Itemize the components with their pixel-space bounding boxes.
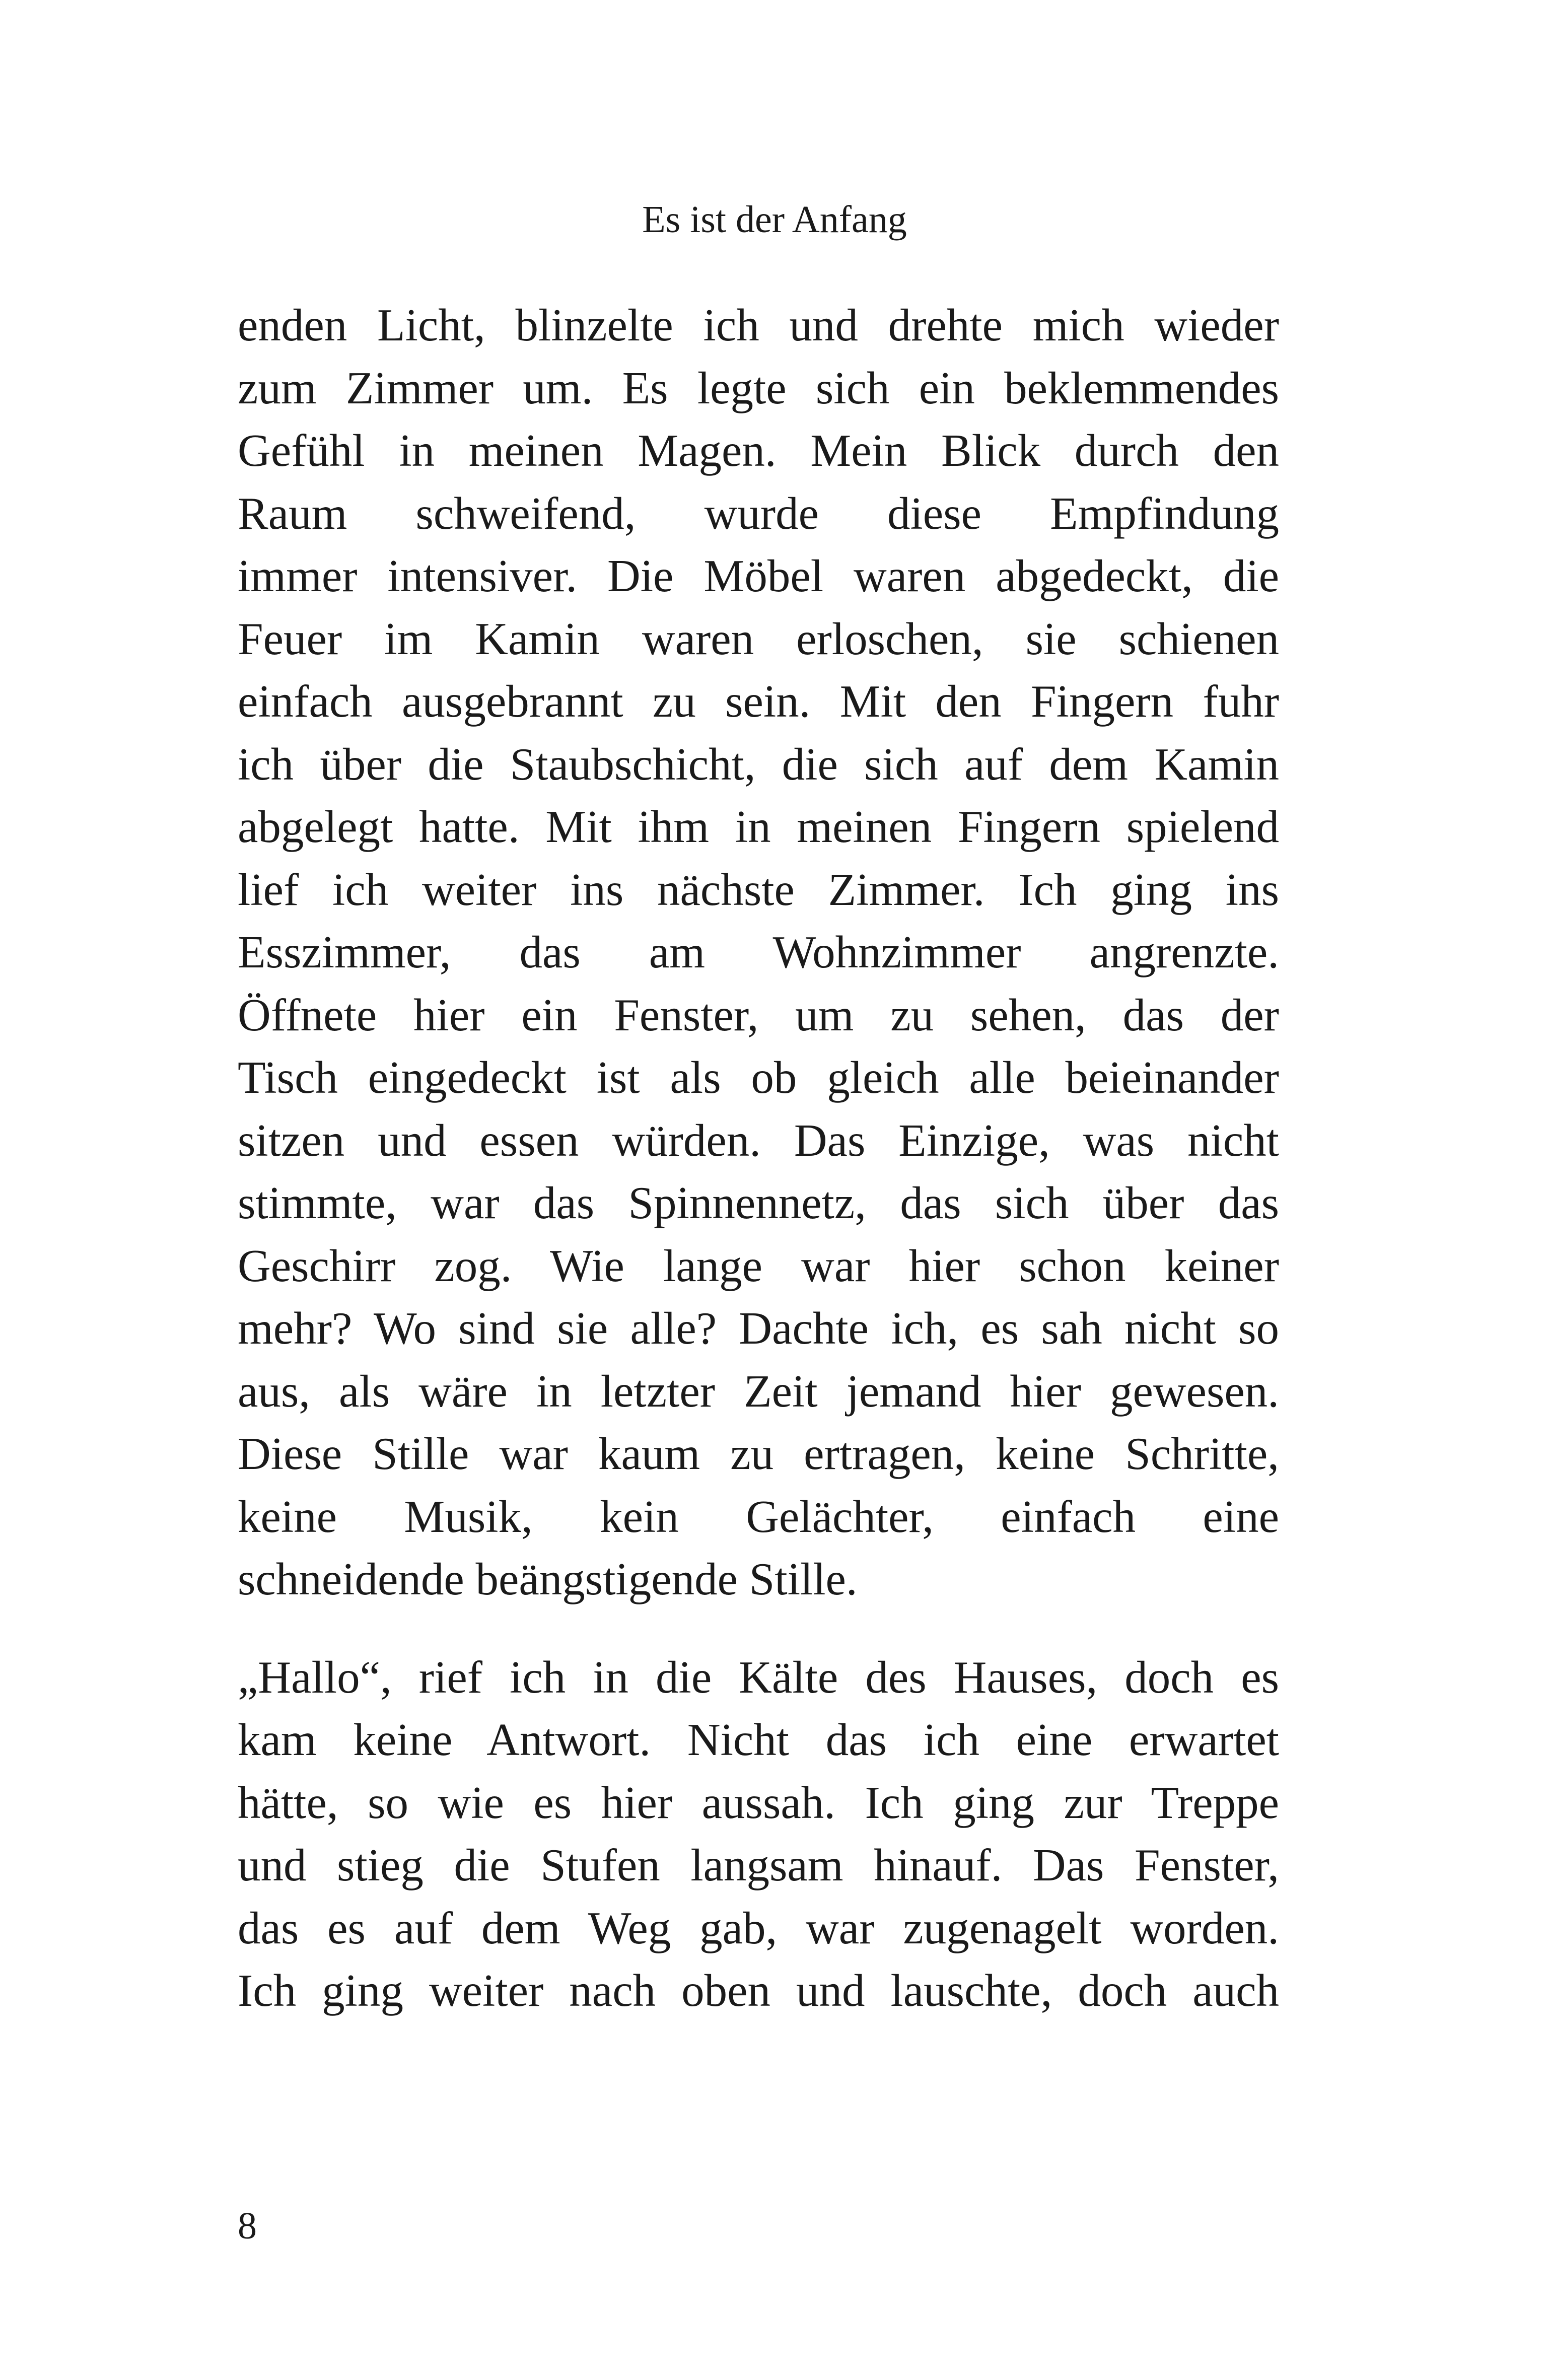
text-line: Raum schweifend, wurde diese Empfindung [238,487,1279,539]
text-line: Geschirr zog. Wie lange war hier schon keiner [238,1240,1279,1291]
text-line: zum Zimmer um. Es legte sich ein beklemmendes [238,362,1279,413]
text-line: hätte, so wie es hier aussah. Ich ging zur Treppe [238,1777,1279,1828]
text-line: das es auf dem Weg gab, war zugenagelt worden. [238,1902,1279,1953]
paragraph [238,294,1279,1611]
text-line: Feuer im Kamin waren erloschen, sie schienen [238,613,1279,664]
text-line: Esszimmer, das am Wohnzimmer angrenzte. [238,927,1279,977]
text-line: mehr? Wo sind sie alle? Dachte ich, es sah nicht so [238,1303,1279,1354]
text-line: Öffnete hier ein Fenster, um zu sehen, das der [238,989,1279,1040]
text-line: Ich ging weiter nach oben und lauschte, doch auch [238,1965,1279,2016]
text-line: Tisch eingedeckt ist als ob gleich alle beieinander [238,1052,1279,1103]
body-text [238,294,1279,2022]
text-line: enden Licht, blinzelte ich und drehte mich wieder [238,300,1279,351]
text-line: lief ich weiter ins nächste Zimmer. Ich ging ins [238,864,1279,915]
text-line: immer intensiver. Die Möbel waren abgedeckt, die [238,550,1279,601]
text-line: kam keine Antwort. Nicht das ich eine erwartet [238,1714,1279,1765]
paragraph-spacer [238,1611,1279,1646]
text-line: Diese Stille war kaum zu ertragen, keine Schritte, [238,1428,1279,1479]
text-line: „Hallo“, rief ich in die Kälte des Hauses, doch es [238,1651,1279,1703]
text-line: aus, als wäre in letzter Zeit jemand hier gewesen. [238,1365,1279,1417]
text-line: einfach ausgebrannt zu sein. Mit den Fingern fuhr [238,676,1279,727]
text-line: sitzen und essen würden. Das Einzige, was nicht [238,1114,1279,1166]
text-line: Gefühl in meinen Magen. Mein Blick durch den [238,425,1279,476]
paragraph [238,1646,1279,2022]
text-line: schneidende beängstigende Stille. [238,1554,858,1604]
page-number: 8 [238,2205,257,2247]
text-line: stimmte, war das Spinnennetz, das sich über das [238,1177,1279,1228]
running-header-title: Es ist der Anfang [642,198,907,241]
text-line: keine Musik, kein Gelächter, einfach eine [238,1491,1279,1542]
text-line: und stieg die Stufen langsam hinauf. Das Fenster, [238,1840,1279,1891]
text-line: abgelegt hatte. Mit ihm in meinen Fingern spielend [238,801,1279,852]
text-line: ich über die Staubschicht, die sich auf dem Kamin [238,738,1279,790]
